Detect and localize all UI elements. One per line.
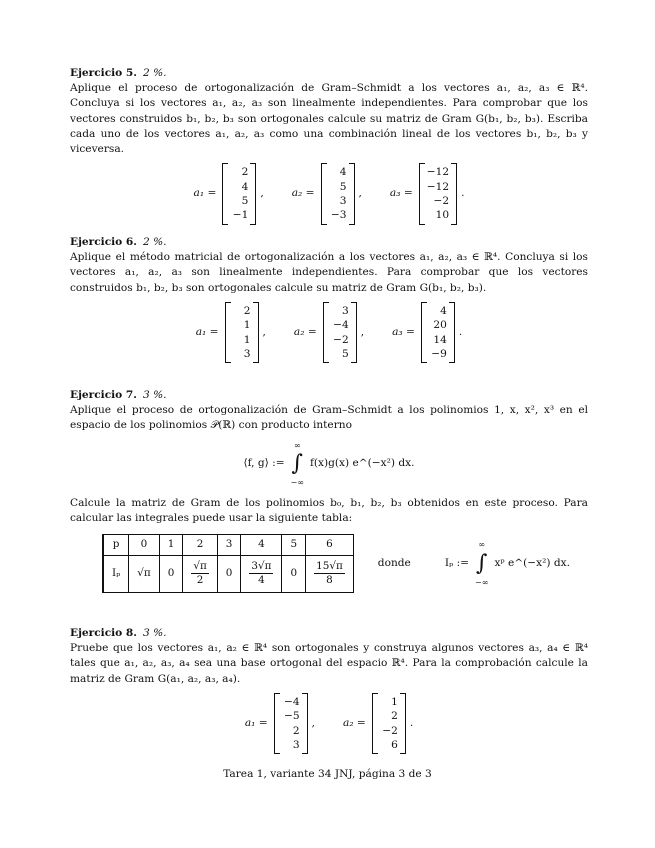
vector-entry: −2: [333, 333, 349, 346]
inner-product-rhs: f(x)g(x) e^(−x²) dx.: [309, 457, 415, 470]
exercise-8: [70, 626, 588, 754]
table-value-cell: $\frac{15√\pi}{8}$: [306, 555, 354, 592]
vector-entry: 3: [292, 739, 300, 752]
vector-2: [294, 302, 364, 364]
table-header-cell: 5: [282, 535, 306, 555]
vector-entry: 5: [339, 180, 347, 193]
exercise-5-percent: 2 %.: [143, 67, 167, 79]
vector-entry: 10: [435, 209, 450, 222]
donde-label: donde: [377, 556, 411, 569]
vector-entry: 4: [440, 304, 447, 317]
table-header-cell: 4: [241, 535, 282, 555]
ip-definition: [445, 537, 570, 589]
vector-entry: 6: [391, 739, 398, 752]
vector-name: a₁ =: [244, 717, 268, 730]
vector-name: a₁ =: [195, 326, 219, 339]
ip-integral-lower: −∞: [475, 577, 489, 587]
table-value-cell: 0: [217, 555, 241, 592]
integral-table-row: [70, 534, 588, 592]
exercise-6-percent: 2 %.: [143, 236, 167, 248]
ip-integral-sign: ∞ ∫ −∞: [475, 537, 488, 589]
table-row-label: Iₚ: [103, 555, 129, 592]
vector-1: [196, 302, 266, 364]
exercise-7-statement-2: Calcule la matriz de Gram de los polinomios b₀, b₁, b₂, b₃ obtenidos en este proceso. Para calcular las integrales puede usar la siguiente tabla:: [70, 497, 588, 525]
exercise-6-title: Ejercicio 6.: [70, 236, 137, 248]
vector-matrix: [419, 163, 457, 225]
exercise-7-statement: Aplique el proceso de ortogonalización de Gram–Schmidt a los polinomios 1, x, x², x³ en el espacio de los polinomios 𝒫(ℝ) con producto interno: [70, 404, 588, 432]
vector-punct: .: [409, 717, 414, 730]
vector-name: a₂ =: [293, 326, 317, 339]
vector-punct: ,: [358, 187, 362, 200]
vector-entry: 4: [241, 180, 249, 193]
vector-matrix: [421, 302, 455, 364]
page-footer: Tarea 1, variante 34 JNJ, página 3 de 3: [223, 768, 432, 780]
vector-entry: −4: [284, 695, 300, 708]
vector-matrix: [222, 163, 256, 225]
vector-entry: −2: [433, 195, 450, 208]
vector-punct: ,: [311, 717, 315, 730]
exercise-6: [70, 235, 588, 363]
vector-entry: 2: [292, 724, 300, 737]
vector-entry: 2: [391, 710, 398, 723]
exercise-8-title: Ejercicio 8.: [70, 627, 137, 639]
vector-name: a₁ =: [193, 187, 217, 200]
vector-entry: 1: [243, 319, 251, 332]
vector-entry: −2: [382, 724, 398, 737]
vector-entry: −1: [232, 209, 249, 222]
table-value-cell: 0: [159, 555, 183, 592]
exercise-7-percent: 3 %.: [143, 389, 167, 401]
exercise-6-text: [70, 235, 588, 296]
exercise-5-title: Ejercicio 5.: [70, 67, 137, 79]
integral-table: [102, 534, 354, 592]
exercise-6-vectors: [70, 302, 588, 364]
vector-2: [343, 693, 413, 755]
ip-integral-upper: ∞: [478, 540, 486, 550]
vector-entry: 3: [341, 304, 349, 317]
vector-punct: ,: [260, 187, 264, 200]
vector-matrix: [372, 693, 406, 755]
ip-lhs: Iₚ :=: [444, 556, 470, 569]
vector-entry: 3: [243, 348, 251, 361]
vector-entry: 5: [341, 348, 349, 361]
table-value-cell: $\frac{3√\pi}{4}$: [241, 555, 282, 592]
table-header-cell: 6: [306, 535, 354, 555]
table-value-cell: 0: [282, 555, 306, 592]
vector-3: [392, 302, 462, 364]
exercise-7: [70, 388, 588, 593]
integral-lower-limit: −∞: [290, 477, 304, 487]
table-value-cell: √π: [129, 555, 159, 592]
vector-2: [292, 163, 362, 225]
integral-sign: ∞ ∫ −∞: [291, 438, 304, 490]
vector-entry: 1: [243, 333, 251, 346]
vector-entry: 2: [241, 166, 249, 179]
vector-entry: 3: [339, 195, 347, 208]
table-header-cell: 1: [159, 535, 183, 555]
exercise-5: [70, 66, 588, 225]
vector-entry: 4: [339, 166, 347, 179]
vector-entry: −12: [426, 166, 450, 179]
vector-1: [194, 163, 264, 225]
vector-punct: .: [458, 326, 463, 339]
exercise-7-title: Ejercicio 7.: [70, 389, 137, 401]
exercise-8-statement: Pruebe que los vectores a₁, a₂ ∈ ℝ⁴ son ortogonales y construya algunos vectores a₃, a₄ ∈ ℝ⁴ tales que a₁, a₂, a₃, a₄ sea una base ortogonal del espacio ℝ⁴. Para la comprobación calcule la matriz de Gram G(a₁, a₂, a₃, a₄).: [70, 642, 588, 685]
exercise-5-text: [70, 66, 588, 157]
vector-matrix: [225, 302, 259, 364]
exercise-8-vectors: [70, 693, 588, 755]
vector-entry: 20: [433, 319, 447, 332]
exercise-8-text: [70, 626, 588, 687]
exercise-8-percent: 3 %.: [143, 627, 167, 639]
vector-name: a₂ =: [291, 187, 315, 200]
vector-name: a₃ =: [392, 326, 415, 339]
table-header-cell: p: [103, 535, 129, 555]
integral-upper-limit: ∞: [293, 440, 301, 450]
exercise-6-statement: Aplique el método matricial de ortogonalización a los vectores a₁, a₂, a₃ ∈ ℝ⁴. Concluya si los vectores a₁, a₂, a₃ son linealmente independientes. Para comprobar que los vectores construidos b₁, b₂, b₃ son ortogonales calcule su matriz de Gram G(b₁, b₂, b₃).: [70, 251, 588, 294]
vector-entry: −9: [431, 348, 447, 361]
table-header-cell: 0: [129, 535, 159, 555]
vector-1: [245, 693, 315, 755]
inner-product-formula: [70, 438, 588, 490]
vector-entry: 5: [241, 195, 249, 208]
vector-punct: ,: [360, 326, 365, 339]
vector-matrix: [323, 302, 357, 364]
vector-entry: −12: [426, 180, 450, 193]
exercise-5-statement: Aplique el proceso de ortogonalización de Gram–Schmidt a los vectores a₁, a₂, a₃ ∈ ℝ⁴. Concluya si los vectores a₁, a₂, a₃ son linealmente independientes. Para comprobar que los vectores construidos b₁, b₂, b₃ son ortogonales calcule su matriz de Gram G(b₁, b₂, b₃). Escriba cada uno de los vectores a₁, a₂, a₃ como una combinación lineal de los vectores b₁, b₂, b₃ y viceversa.: [70, 82, 588, 156]
vector-punct: .: [461, 187, 465, 200]
table-header-cell: 3: [217, 535, 241, 555]
table-value-cell: $\frac{√\pi}{2}$: [183, 555, 217, 592]
vector-entry: −5: [284, 710, 300, 723]
exercise-7-text: [70, 388, 588, 434]
vector-3: [390, 163, 465, 225]
vector-entry: 14: [433, 333, 447, 346]
ip-rhs: xᵖ e^(−x²) dx.: [494, 556, 571, 569]
vector-entry: −4: [333, 319, 349, 332]
vector-entry: −3: [330, 209, 347, 222]
inner-product-lhs: ⟨f, g⟩ :=: [243, 457, 285, 470]
table-header-cell: 2: [183, 535, 217, 555]
vector-matrix: [274, 693, 308, 755]
exercise-5-vectors: [70, 163, 588, 225]
vector-entry: 1: [391, 695, 398, 708]
vector-entry: 2: [243, 304, 251, 317]
vector-punct: ,: [262, 326, 266, 339]
vector-matrix: [321, 163, 355, 225]
vector-name: a₃ =: [389, 187, 413, 200]
vector-name: a₂ =: [343, 717, 366, 730]
